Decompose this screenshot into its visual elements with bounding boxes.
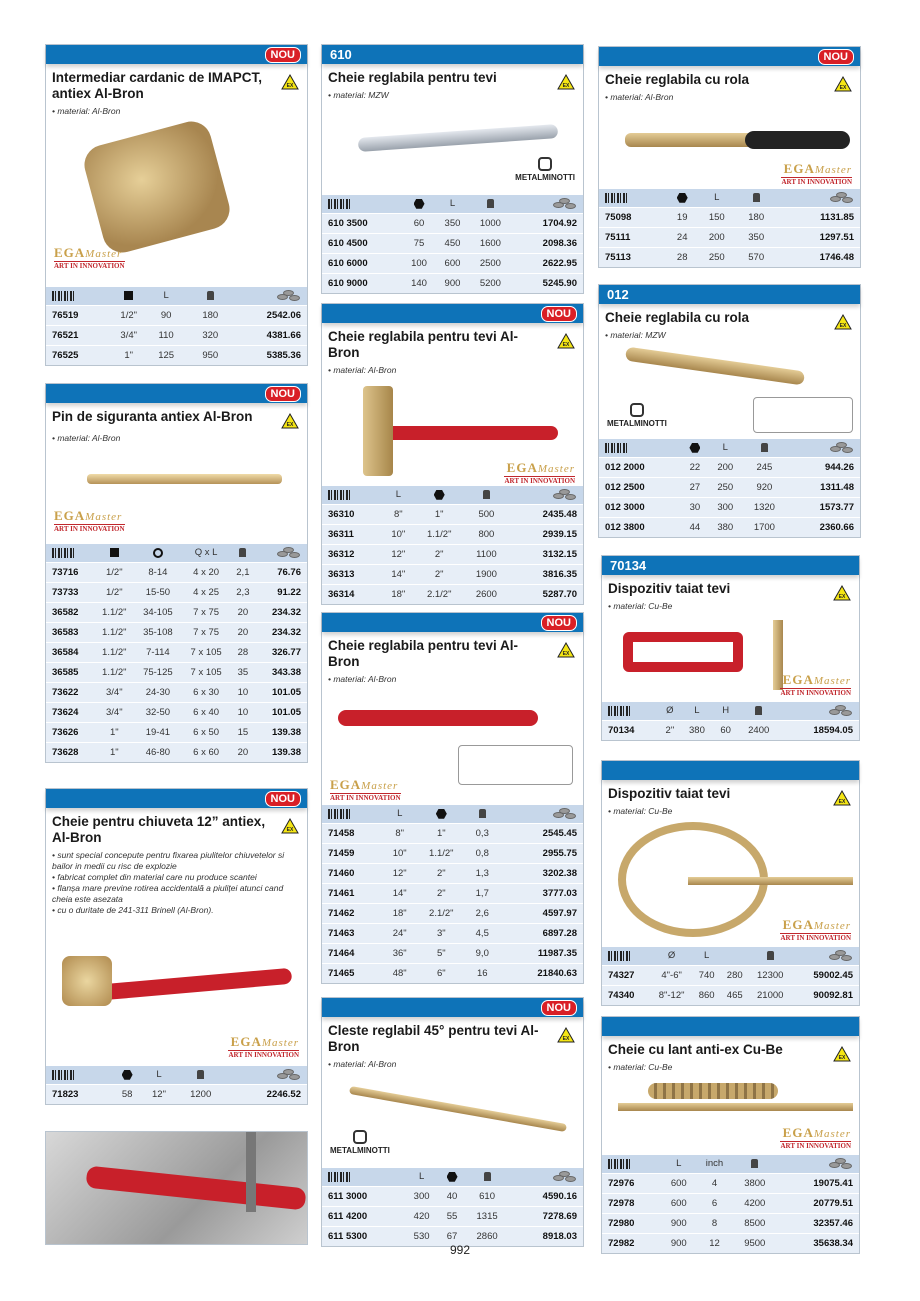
product-title: Cleste reglabil 45° pentru tevi Al-Bron <box>328 1023 539 1054</box>
table-row: 610 9000 140 900 5200 5245.90 <box>322 273 583 293</box>
page-number: 992 <box>449 1243 471 1257</box>
table-row: 71464 36" 5" 9,0 11987.35 <box>322 943 583 963</box>
product-image <box>328 376 577 486</box>
sink-wrench-image <box>102 968 293 1000</box>
product-card-pipe-wrench-610 <box>321 44 584 294</box>
hexagon-icon <box>436 809 447 819</box>
metalminotti-logo: METALMINOTTI <box>515 157 575 182</box>
table-row: 611 5300 530 67 2860 8918.03 <box>322 1226 583 1246</box>
new-badge: NOU <box>265 47 301 63</box>
coins-icon <box>277 290 301 301</box>
product-title: Cheie cu lant anti-ex Cu-Be <box>608 1042 783 1057</box>
product-material: • material: Al-Bron <box>328 674 397 684</box>
table-row: 76519 1/2" 90 180 2542.06 <box>46 305 307 325</box>
pipe-wrench-image <box>368 426 558 440</box>
adjustable-wrench-image <box>625 133 755 147</box>
card-header <box>46 789 307 808</box>
pipe-wrench-image <box>358 124 558 152</box>
product-material: • material: Al-Bron <box>328 365 397 375</box>
square-drive-icon <box>110 548 119 557</box>
table-row: 71461 14" 2" 1,7 3777.03 <box>322 883 583 903</box>
ega-master-logo: EGAMaster ART IN INNOVATION <box>54 508 125 533</box>
card-header <box>599 285 860 304</box>
table-row: 71459 10" 1.1/2" 0,8 2955.75 <box>322 843 583 863</box>
table-row: 012 3800 44 380 1700 2360.66 <box>599 517 860 537</box>
table-row: 36311 10" 1.1/2" 800 2939.15 <box>322 524 583 544</box>
product-table: L 76519 1/2" 90 180 2542.06 76521 3/4" 110 320 4381.66 76525 1" 125 950 5385.36 <box>46 287 307 365</box>
table-row: 70134 2" 380 60 2400 18594.05 <box>602 720 859 740</box>
table-row: 75113 28 250 570 1746.48 <box>599 247 860 267</box>
ex-warning-icon <box>281 74 299 90</box>
product-card-adjustable-wrench-012 <box>598 284 861 538</box>
new-badge: NOU <box>541 306 577 322</box>
product-table: L 71458 8" 1" 0,3 2545.45 71459 10" 1.1/2" 0,8 2955.75 71460 12" 2" 1,3 3202.38 71461 14" 2" 1,7 3777.03 71462 18" 2.1/2" 2,6 4597.97 71463 24" 3" 4,5 6897.28 71464 36" 5" 9,0 11987.35 71465 48" 6" 16 21840.63 <box>322 805 583 983</box>
barcode-icon <box>328 490 350 500</box>
table-row: 72976 600 4 3800 19075.41 <box>602 1173 859 1193</box>
product-title: Pin de siguranta antiex Al-Bron <box>52 409 253 424</box>
series-code: 012 <box>607 287 629 302</box>
square-drive-icon <box>124 291 133 300</box>
product-title: Cheie reglabila pentru tevi <box>328 70 497 85</box>
table-row: 73628 1" 46-80 6 x 60 20 139.38 <box>46 742 307 762</box>
weight-icon <box>207 291 214 300</box>
product-material: • material: MZW <box>605 330 666 340</box>
table-row: 75111 24 200 350 1297.51 <box>599 227 860 247</box>
table-row: 75098 19 150 180 1131.85 <box>599 207 860 227</box>
product-image <box>52 444 301 544</box>
chain-wrench-image <box>648 1083 778 1099</box>
ega-master-logo: EGAMaster ART IN INNOVATION <box>780 917 851 942</box>
hexagon-icon <box>434 490 445 500</box>
product-title: Cheie reglabila cu rola <box>605 310 750 325</box>
table-row: 610 6000 100 600 2500 2622.95 <box>322 253 583 273</box>
ex-warning-icon <box>281 818 299 834</box>
new-badge: NOU <box>265 791 301 807</box>
product-table: L inch 72976 600 4 3800 19075.41 72978 600 6 4200 20779.51 72980 900 8 8500 32357.46 72982 900 12 9500 35638.34 <box>602 1155 859 1253</box>
coins-icon <box>830 442 854 453</box>
weight-icon <box>755 706 762 715</box>
series-code: 70134 <box>610 558 647 573</box>
product-material: • material: Al-Bron <box>328 1059 397 1069</box>
pliers-image <box>349 1086 567 1132</box>
ega-master-logo: EGAMaster ART IN INNOVATION <box>780 672 851 697</box>
table-row: 74340 8"-12" 860 465 21000 90092.81 <box>602 985 859 1005</box>
ega-master-logo: EGAMaster ART IN INNOVATION <box>780 1125 851 1150</box>
table-row: 36583 1.1/2" 35-108 7 x 75 20 234.32 <box>46 622 307 642</box>
product-card-45deg-pliers <box>321 997 584 1247</box>
table-row: 012 2000 22 200 245 944.26 <box>599 457 860 477</box>
product-table: L 012 2000 22 200 245 944.26 012 2500 27 250 920 1311.48 012 3000 30 300 1320 1573.77 012 3800 44 380 1700 2360.66 <box>599 439 860 537</box>
coins-icon <box>277 1069 301 1080</box>
card-header <box>322 613 583 632</box>
new-badge: NOU <box>818 49 854 65</box>
card-header <box>602 556 859 575</box>
table-row: 73716 1/2" 8-14 4 x 20 2,1 76.76 <box>46 562 307 582</box>
coins-icon <box>553 808 577 819</box>
table-row: 73622 3/4" 24-30 6 x 30 10 101.05 <box>46 682 307 702</box>
barcode-icon <box>52 548 74 558</box>
table-row: 36312 12" 2" 1100 3132.15 <box>322 544 583 564</box>
product-title: Cheie pentru chiuveta 12” antiex, Al-Bron <box>52 814 266 845</box>
card-header <box>602 761 859 780</box>
barcode-icon <box>608 706 630 716</box>
product-image <box>608 1073 853 1155</box>
product-image <box>328 101 577 195</box>
product-material: • material: Al-Bron <box>52 433 121 443</box>
ex-warning-icon <box>834 76 852 92</box>
adjustable-wrench-image <box>625 347 805 386</box>
product-table: L 36310 8" 1" 500 2435.48 36311 10" 1.1/2" 800 2939.15 36312 12" 2" 1100 3132.15 36313 14" 2" 1900 3816.35 36314 18" 2.1/2" 2600 5287.70 <box>322 486 583 604</box>
table-row: 611 4200 420 55 1315 7278.69 <box>322 1206 583 1226</box>
ex-warning-icon <box>557 1027 575 1043</box>
barcode-icon <box>328 809 350 819</box>
coins-icon <box>553 489 577 500</box>
table-row: 36584 1.1/2" 7-114 7 x 105 28 326.77 <box>46 642 307 662</box>
ex-warning-icon <box>833 790 851 806</box>
dimension-diagram <box>753 397 853 433</box>
barcode-icon <box>52 1070 74 1080</box>
ega-master-logo: EGAMaster ART IN INNOVATION <box>330 777 401 802</box>
product-image <box>52 916 301 1066</box>
metalminotti-logo: METALMINOTTI <box>330 1130 390 1155</box>
cardan-joint-image <box>80 117 234 257</box>
product-material: • material: Al-Bron <box>52 106 121 116</box>
hexagon-icon <box>677 193 688 203</box>
table-row: 71463 24" 3" 4,5 6897.28 <box>322 923 583 943</box>
coins-icon <box>830 192 854 203</box>
ex-warning-icon <box>557 642 575 658</box>
coins-icon <box>829 1158 853 1169</box>
weight-icon <box>479 809 486 818</box>
product-material: • material: MZW <box>328 90 389 100</box>
product-table: L 71823 58 12" 1200 2246.52 <box>46 1066 307 1104</box>
product-title: Dispozitiv taiat tevi <box>608 786 731 801</box>
weight-icon <box>483 490 490 499</box>
product-title: Dispozitiv taiat tevi <box>608 581 731 596</box>
weight-icon <box>761 443 768 452</box>
ega-master-logo: EGAMaster ART IN INNOVATION <box>228 1034 299 1059</box>
table-row: 72978 600 6 4200 20779.51 <box>602 1193 859 1213</box>
card-header <box>599 47 860 66</box>
ex-warning-icon <box>834 314 852 330</box>
table-row: 610 3500 60 350 1000 1704.92 <box>322 213 583 233</box>
table-row: 611 3000 300 40 610 4590.16 <box>322 1186 583 1206</box>
product-material: • material: Cu-Be <box>608 1062 673 1072</box>
product-title: Cheie reglabila pentru tevi Al-Bron <box>328 329 519 360</box>
product-card-pipe-wrench-albron-2 <box>321 612 584 984</box>
ega-master-logo: EGAMaster ART IN INNOVATION <box>781 161 852 186</box>
table-row: 76521 3/4" 110 320 4381.66 <box>46 325 307 345</box>
table-row: 71823 58 12" 1200 2246.52 <box>46 1084 307 1104</box>
table-row: 36314 18" 2.1/2" 2600 5287.70 <box>322 584 583 604</box>
product-image <box>608 817 853 947</box>
hexagon-icon <box>689 443 700 453</box>
ex-warning-icon <box>833 1046 851 1062</box>
barcode-icon <box>608 1159 630 1169</box>
table-row: 012 3000 30 300 1320 1573.77 <box>599 497 860 517</box>
pin-image <box>87 474 282 484</box>
table-row: 73624 3/4" 32-50 6 x 40 10 101.05 <box>46 702 307 722</box>
new-badge: NOU <box>541 615 577 631</box>
table-row: 36310 8" 1" 500 2435.48 <box>322 504 583 524</box>
card-header <box>602 1017 859 1036</box>
circle-icon <box>153 548 163 558</box>
product-table: Q x L 73716 1/2" 8-14 4 x 20 2,1 76.76 73733 1/2" 15-50 4 x 25 2,3 91.22 36582 1.1/2" 34-105 7 x 75 20 234.32 36583 1.1/2" 35-108 7 x 75 20 234.32 36584 1.1/2" 7-114 7 x 105 28 326.77 36585 1.1/2" 75-125 7 x 105 35 343.38 73622 3/4" 24-30 6 x 30 10 101.05 73624 3/4" 32-50 6 x 40 10 101.05 73626 1" 19-41 6 x 50 15 139.38 73628 1" 46-80 6 x 60 20 139.38 <box>46 544 307 762</box>
new-badge: NOU <box>541 1000 577 1016</box>
table-row: 36585 1.1/2" 75-125 7 x 105 35 343.38 <box>46 662 307 682</box>
card-header <box>322 45 583 64</box>
table-row: 012 2500 27 250 920 1311.48 <box>599 477 860 497</box>
card-header <box>46 384 307 403</box>
weight-icon <box>753 193 760 202</box>
product-image <box>328 1070 577 1168</box>
ex-warning-icon <box>281 413 299 429</box>
product-card-safety-pin <box>45 383 308 763</box>
barcode-icon <box>52 291 74 301</box>
product-title: Cheie reglabila pentru tevi Al-Bron <box>328 638 519 669</box>
table-row: 71460 12" 2" 1,3 3202.38 <box>322 863 583 883</box>
table-row: 610 4500 75 450 1600 2098.36 <box>322 233 583 253</box>
product-card-sink-wrench <box>45 788 308 1105</box>
product-table: L 610 3500 60 350 1000 1704.92 610 4500 75 450 1600 2098.36 610 6000 100 600 2500 2622.95 610 9000 140 900 5200 5245.90 <box>322 195 583 293</box>
ex-warning-icon <box>833 585 851 601</box>
barcode-icon <box>605 193 627 203</box>
card-header <box>322 304 583 323</box>
card-header <box>46 45 307 64</box>
barcode-icon <box>608 951 630 961</box>
coins-icon <box>553 1171 577 1182</box>
weight-icon <box>197 1070 204 1079</box>
table-row: 71458 8" 1" 0,3 2545.45 <box>322 823 583 843</box>
product-image <box>605 103 854 189</box>
ex-warning-icon <box>557 333 575 349</box>
hexagon-icon <box>414 199 425 209</box>
usage-photo <box>45 1131 308 1245</box>
hexagon-icon <box>447 1172 458 1182</box>
table-row: 36582 1.1/2" 34-105 7 x 75 20 234.32 <box>46 602 307 622</box>
product-title: Cheie reglabila cu rola <box>605 72 750 87</box>
product-material: • material: Cu-Be <box>608 601 673 611</box>
dimension-diagram <box>458 745 573 785</box>
metalminotti-logo: METALMINOTTI <box>607 403 667 428</box>
coins-icon <box>553 198 577 209</box>
ega-master-logo: EGAMaster ART IN INNOVATION <box>504 460 575 485</box>
product-image <box>608 612 853 702</box>
table-row: 73626 1" 19-41 6 x 50 15 139.38 <box>46 722 307 742</box>
barcode-icon <box>605 443 627 453</box>
table-row: 73733 1/2" 15-50 4 x 25 2,3 91.22 <box>46 582 307 602</box>
product-card-pipe-wrench-albron-1 <box>321 303 584 605</box>
table-row: 72980 900 8 8500 32357.46 <box>602 1213 859 1233</box>
product-image <box>328 685 577 805</box>
series-code: 610 <box>330 47 352 62</box>
pipe-wrench-image <box>338 710 538 726</box>
weight-icon <box>767 951 774 960</box>
weight-icon <box>484 1172 491 1181</box>
table-row: 76525 1" 125 950 5385.36 <box>46 345 307 365</box>
hexagon-icon <box>122 1070 133 1080</box>
product-table: L 75098 19 150 180 1131.85 75111 24 200 350 1297.51 75113 28 250 570 1746.48 <box>599 189 860 267</box>
product-description: • sunt special concepute pentru fixarea piulitelor chiuvetelor si bailor in medii cu risc de explozie • fabricat complet din material care nu produce scantei • flanșa mare previne rotirea accidentală a piuliței atunci cand cheia este asezata • cu o duritate de 241-311 Brinell (Al-Bron). <box>52 850 285 915</box>
product-table: Ø L 74327 4"-6" 740 280 12300 59002.45 74340 8"-12" 860 465 21000 90092.81 <box>602 947 859 1005</box>
table-row: 71465 48" 6" 16 21840.63 <box>322 963 583 983</box>
product-image <box>605 341 854 439</box>
product-table: L 611 3000 300 40 610 4590.16 611 4200 420 55 1315 7278.69 611 5300 530 67 2860 8918.03 <box>322 1168 583 1246</box>
ega-master-logo: EGAMaster ART IN INNOVATION <box>54 245 125 270</box>
coins-icon <box>829 705 853 716</box>
product-card-pipe-cutter-large <box>601 760 860 1006</box>
weight-icon <box>487 199 494 208</box>
weight-icon <box>239 548 246 557</box>
new-badge: NOU <box>265 386 301 402</box>
barcode-icon <box>328 199 350 209</box>
coins-icon <box>277 547 301 558</box>
weight-icon <box>751 1159 758 1168</box>
table-row: 74327 4"-6" 740 280 12300 59002.45 <box>602 965 859 985</box>
product-card-chain-wrench <box>601 1016 860 1254</box>
product-card-adjustable-wrench-albron <box>598 46 861 268</box>
table-row: 71462 18" 2.1/2" 2,6 4597.97 <box>322 903 583 923</box>
table-row: 72982 900 12 9500 35638.34 <box>602 1233 859 1253</box>
pipe-cutter-image <box>623 632 743 672</box>
ex-warning-icon <box>557 74 575 90</box>
product-image <box>52 117 301 287</box>
product-card-cardan-joint <box>45 44 308 366</box>
coins-icon <box>829 950 853 961</box>
table-row: 36313 14" 2" 1900 3816.35 <box>322 564 583 584</box>
product-material: • material: Al-Bron <box>605 92 674 102</box>
product-material: • material: Cu-Be <box>608 806 673 816</box>
barcode-icon <box>328 1172 350 1182</box>
product-card-pipe-cutter-70134 <box>601 555 860 741</box>
product-title: Intermediar cardanic de IMAPCT, antiex Al-Bron <box>52 70 263 101</box>
card-header <box>322 998 583 1017</box>
product-table: Ø L H 70134 2" 380 60 2400 18594.05 <box>602 702 859 740</box>
